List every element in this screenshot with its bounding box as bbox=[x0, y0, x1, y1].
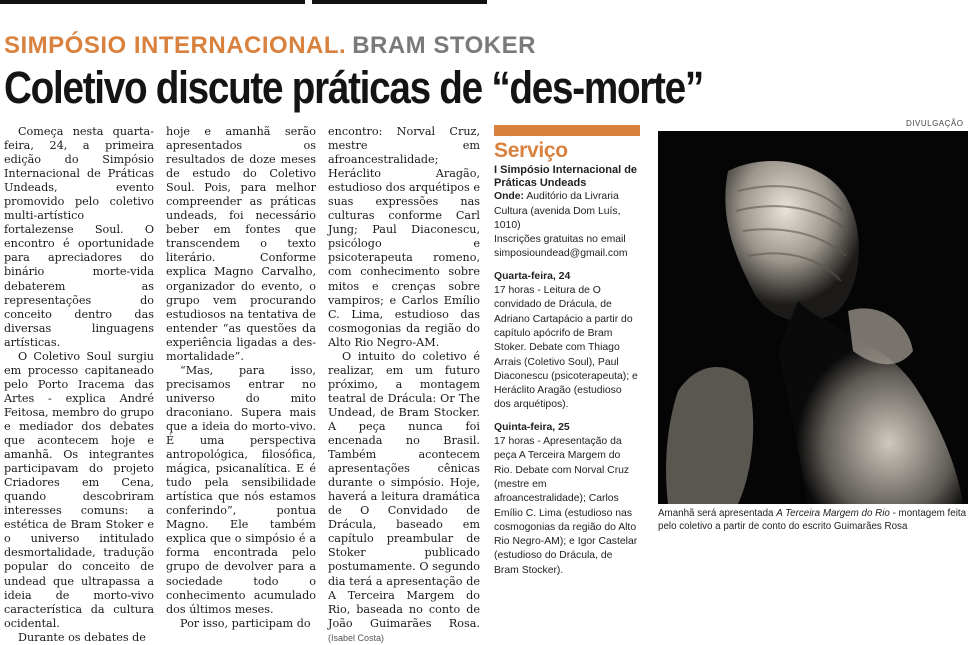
photo-caption bbox=[658, 507, 968, 533]
paragraph: encontro: Norval Cruz, mestre em afroancestralidade; Heráclito Aragão, estudioso dos arquétipos e suas expressões nas culturas conforme Carl Jung; Paul Diaconescu, psicólogo e psicoterapeuta romeno, com conhecimento sobre mitos e crenças sobre vampiros; e Carlos Emílio C. Lima, estudioso das cosmogonias da região do Alto Rio Negro-AM. bbox=[328, 125, 480, 349]
top-rule-2 bbox=[312, 0, 487, 4]
article-column-3 bbox=[328, 125, 480, 643]
service-title: Serviço bbox=[494, 139, 568, 162]
kicker bbox=[4, 32, 536, 60]
article-column-1 bbox=[4, 125, 154, 644]
photo-credit: DIVULGAÇÃO bbox=[906, 119, 964, 128]
paragraph: “Mas, para isso, precisamos entrar no universo do mito draconiano. Supera mais que a ideia do morto-vivo. É uma perspectiva antropológica, filosófica, mágica, psicanalítica. E é tudo pela sensibilidade artística que nós estamos conferindo”, pontua Magno. Ele também explica que o simpósio é a forma encontrada pelo grupo de devolver para a sociedade todo o conhecimento acumulado dos últimos meses. bbox=[166, 363, 316, 616]
top-rule bbox=[0, 0, 305, 4]
author-credit: (Isabel Costa) bbox=[328, 632, 385, 643]
kicker-topic: BRAM STOKER bbox=[352, 32, 536, 59]
paragraph: Por isso, participam do bbox=[180, 616, 311, 630]
headline: Coletivo discute práticas de “des-morte” bbox=[4, 62, 703, 113]
day-2-text: 17 horas - Apresentação da peça A Terceira Margem do Rio. Debate com Norval Cruz (mestre em afroancestralidade); Carlos Emílio C. Lima (estudioso nas cosmogonias da região do Alto Rio Negro-AM); e Igor Castelar (estudioso do Drácula, de Bram Stocker). bbox=[494, 436, 638, 576]
paragraph: Durante os debates de bbox=[18, 630, 146, 644]
venue-label: Onde: bbox=[494, 191, 525, 203]
event-name: I Simpósio Internacional de Práticas Undeads bbox=[494, 164, 638, 190]
day-1-heading: Quarta-feira, 24 bbox=[494, 270, 571, 282]
caption-post: - montagem feita pelo coletivo a partir de conto do escrito Guimarães Rosa bbox=[658, 508, 967, 532]
venue bbox=[494, 190, 640, 233]
photo bbox=[658, 131, 968, 504]
caption-title: A Terceira Margem do Rio bbox=[776, 508, 890, 519]
photo-image bbox=[658, 131, 968, 504]
paragraph bbox=[328, 350, 480, 645]
email[interactable]: simposioundead@gmail.com bbox=[494, 248, 628, 260]
caption-pre: Amanhã será apresentada bbox=[658, 508, 774, 519]
kicker-section: SIMPÓSIO INTERNACIONAL. bbox=[4, 32, 347, 59]
paragraph: hoje e amanhã serão apresentados os resultados de doze meses de estudo do Coletivo Soul. Pois, para melhor compreender as práticas undeads, foi necessário beber em fontes que transcendem o texto literário. Conforme explica Magno Carvalho, organizador do evento, o grupo vem procurando estudiosos na tentativa de entender “as questões da experiência ligadas a des-mortalidade”. bbox=[166, 125, 316, 363]
paragraph: Começa nesta quarta-feira, 24, a primeira edição do Simpósio Internacional de Práticas Undeads, evento promovido pelo coletivo multi-artístico fortalezense Soul. O encontro é oportunidade para apreciadores do binário morte-vida debaterem as representações do conceito dentro das diversas linguagens artísticas. bbox=[4, 125, 154, 349]
article-column-2 bbox=[166, 125, 316, 630]
day-1-text: 17 horas - Leitura de O convidado de Drácula, de Adriano Cartapácio a partir do capítulo apócrifo de Bram Stoker. Debate com Thiago Arrais (Coletivo Soul), Paul Diaconescu (psicoterapeuta); e Heráclito Aragão (estudioso dos arquétipos). bbox=[494, 285, 638, 411]
service-box bbox=[494, 125, 640, 578]
day-2-heading: Quinta-feira, 25 bbox=[494, 421, 570, 433]
service-bar bbox=[494, 125, 640, 136]
registration-info: Inscrições gratuitas no email bbox=[494, 234, 626, 246]
venue-text: Auditório da Livraria Cultura (avenida Dom Luís, 1010) bbox=[494, 191, 621, 231]
paragraph: O Coletivo Soul surgiu em processo capitaneado pelo Porto Iracema das Artes - explica André Feitosa, membro do grupo e mediador dos debates que acontecem hoje e amanhã. Os integrantes participavam do projeto Criadores em Cena, quando descobriram interesses comuns: a estética de Bram Stoker e o universo intitulado desmortalidade, tradução popular do conceito de undead que ultrapassa a ideia de morto-vivo característica da cultura ocidental. bbox=[4, 349, 154, 630]
paragraph-text: O intuito do coletivo é realizar, em um futuro próximo, a montagem teatral de Drácula: Or The Undead, de Bram Stocker. A peça nunca foi encenada no Brasil. Também acontecem apresentações cênicas durante o simpósio. Hoje, haverá a leitura dramática de O Convidado de Drácula, baseado em capítulo preambular de Stoker publicado postumamente. O segundo dia terá a apresentação de A Terceira Margem do Rio, baseada no conto de João Guimarães Rosa. bbox=[328, 349, 480, 630]
